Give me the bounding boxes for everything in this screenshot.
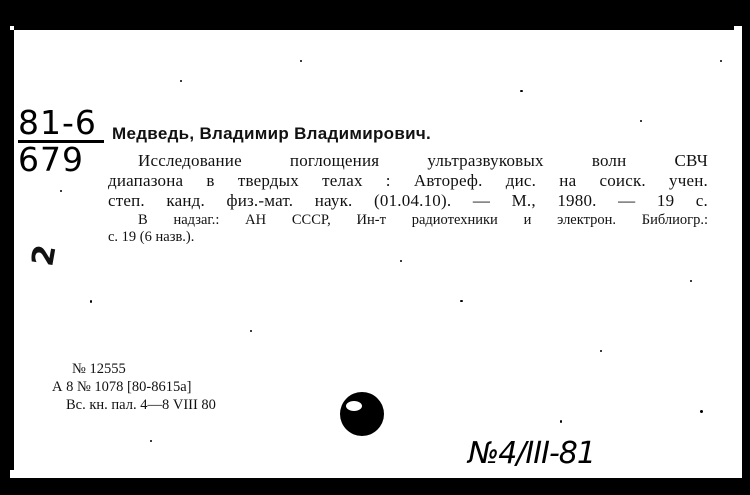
scan-speckle (300, 60, 302, 62)
scan-edge-right (742, 0, 750, 495)
title-line-3: степ. канд. физ.-мат. наук. (01.04.10). — М., 1980. — 19 с. (108, 191, 708, 210)
scan-speckle (460, 300, 463, 302)
scan-speckle (640, 120, 642, 122)
shelfmark-top: 81-6 (18, 106, 104, 143)
accession-date: Вс. кн. пал. 4—8 VIII 80 (66, 397, 216, 413)
scan-speckle (600, 350, 602, 352)
accession-number: № 12555 (72, 361, 126, 377)
scan-speckle (90, 300, 92, 303)
scan-speckle (180, 80, 182, 82)
shelfmark (18, 103, 110, 179)
author-heading: Медведь, Владимир Владимирович. (112, 124, 432, 143)
note-line-2: с. 19 (6 назв.). (108, 229, 195, 245)
scan-speckle (560, 420, 562, 423)
scan-edge-left-inner (10, 30, 14, 470)
handwritten-inventory-note: №4/III-81 (468, 436, 595, 471)
punch-hole-highlight (346, 401, 362, 411)
scan-speckle (720, 60, 722, 62)
scan-edge-top (0, 0, 750, 26)
accession-code: А 8 № 1078 [80-8615а] (52, 379, 192, 395)
title-line-2: диапазона в твердых телах : Автореф. дис. на соиск. учен. (108, 171, 708, 190)
scan-speckle (250, 330, 252, 332)
scan-speckle (700, 410, 703, 413)
handwritten-side-mark: 2 (25, 242, 64, 269)
scan-speckle (150, 440, 152, 442)
scan-speckle (690, 280, 692, 282)
title-description (108, 151, 708, 211)
scan-edge-bottom (0, 478, 750, 495)
note-block (108, 212, 708, 246)
title-line-1: Исследование поглощения ультразвуковых волн СВЧ (138, 151, 708, 170)
scan-speckle (520, 90, 523, 92)
shelfmark-bottom: 679 (18, 140, 84, 179)
accession-block (52, 360, 216, 414)
note-line-1: В надзаг.: АН СССР, Ин-т радиотехники и электрон. Библиогр.: (138, 212, 708, 228)
scan-speckle (60, 190, 62, 192)
punch-hole (340, 392, 384, 436)
scan-edge-left (0, 0, 10, 495)
scan-speckle (400, 260, 402, 262)
scan-edge-top-inner (14, 26, 734, 30)
